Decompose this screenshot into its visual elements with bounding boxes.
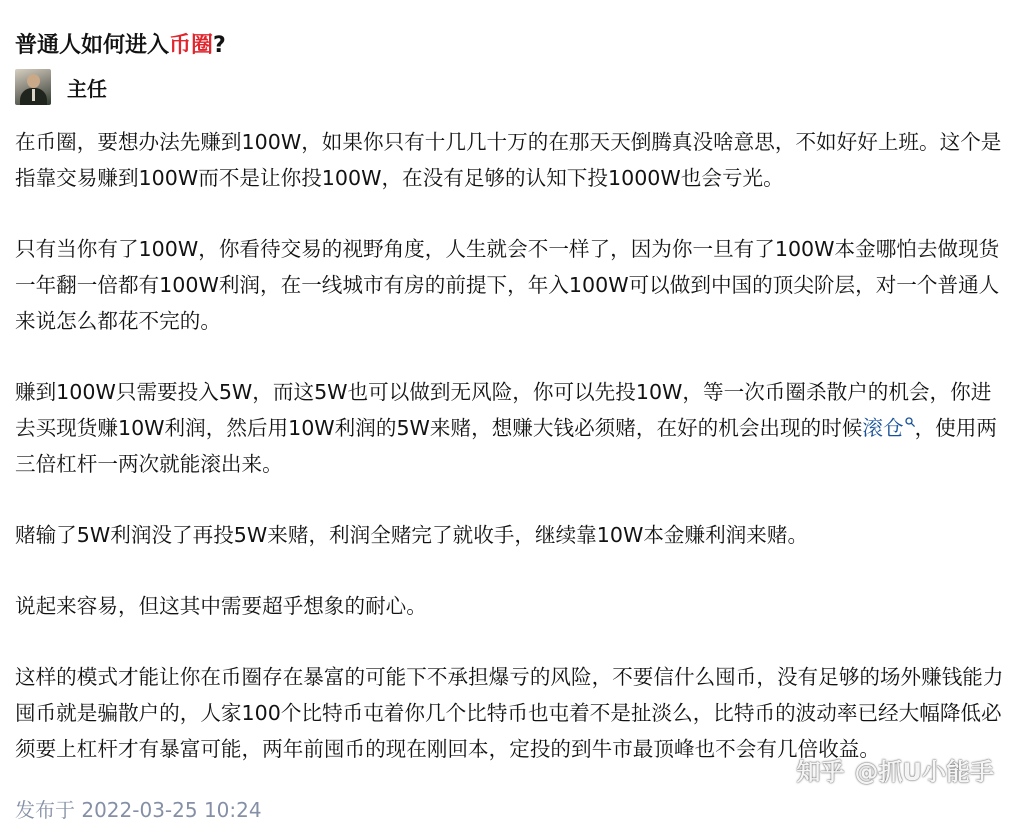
answer-paragraph: 说起来容易，但这其中需要超乎想象的耐心。 xyxy=(15,594,427,618)
avatar[interactable] xyxy=(15,69,51,105)
avatar-tie-shape xyxy=(32,89,35,101)
answer-paragraph: 赌输了5W利润没了再投5W来赌，利润全赌完了就收手，继续靠10W本金赚利润来赌。 xyxy=(15,523,809,547)
author-info xyxy=(15,68,107,106)
watermark-handle: @抓U小能手 xyxy=(854,758,994,786)
question-title-highlight[interactable]: 币圈 xyxy=(169,33,214,58)
answer-paragraph-text: ，使用两三倍杠杆一两次就能滚出来。 xyxy=(15,416,997,476)
answer-paragraph: 在币圈，要想办法先赚到100W，如果你只有十几几十万的在那天天倒腾真没啥意思，不如好好上班。这个是指靠交易赚到100W而不是让你投100W，在没有足够的认知下投1000W也会亏光。 xyxy=(15,130,1002,190)
answer-paragraph: 只有当你有了100W，你看待交易的视野角度，人生就会不一样了，因为你一旦有了100W本金哪怕去做现货一年翻一倍都有100W利润，在一线城市有房的前提下，年入100W可以做到中国的顶尖阶层，对一个普通人来说怎么都花不完的。 xyxy=(15,237,1000,333)
inline-search-link[interactable] xyxy=(862,416,914,440)
question-title-suffix: ? xyxy=(213,33,226,58)
watermark-brand: 知乎 xyxy=(796,758,845,786)
answer-content xyxy=(15,124,1005,767)
inline-search-link-text[interactable]: 滚仓 xyxy=(862,416,904,440)
author-name[interactable]: 主任 xyxy=(67,76,107,101)
answer-paragraph-text: 赚到100W只需要投入5W，而这5W也可以做到无风险，你可以先投10W，等一次币圈杀散户的机会，你进去买现货赚10W利润，然后用10W利润的5W来赌，想赚大钱必须赌，在好的机会出现的时候 xyxy=(15,380,992,440)
publish-time[interactable]: 发布于 2022-03-25 10:24 xyxy=(15,798,262,822)
answer-paragraph xyxy=(15,374,1005,482)
answer-paragraph: 这样的模式才能让你在币圈存在暴富的可能下不承担爆亏的风险，不要信什么囤币，没有足够的场外赚钱能力囤币就是骗散户的，人家100个比特币屯着你几个比特币也屯着不是扯淡么，比特币的波动率已经大幅降低必须要上杠杆才有暴富可能，两年前囤币的现在刚回本，定投的到牛市最顶峰也不会有几倍收益。 xyxy=(15,665,1004,761)
watermark xyxy=(797,752,995,787)
question-title[interactable] xyxy=(15,30,226,62)
avatar-head-shape xyxy=(27,74,40,88)
question-title-prefix: 普通人如何进入 xyxy=(15,33,170,58)
search-icon[interactable] xyxy=(905,417,915,427)
